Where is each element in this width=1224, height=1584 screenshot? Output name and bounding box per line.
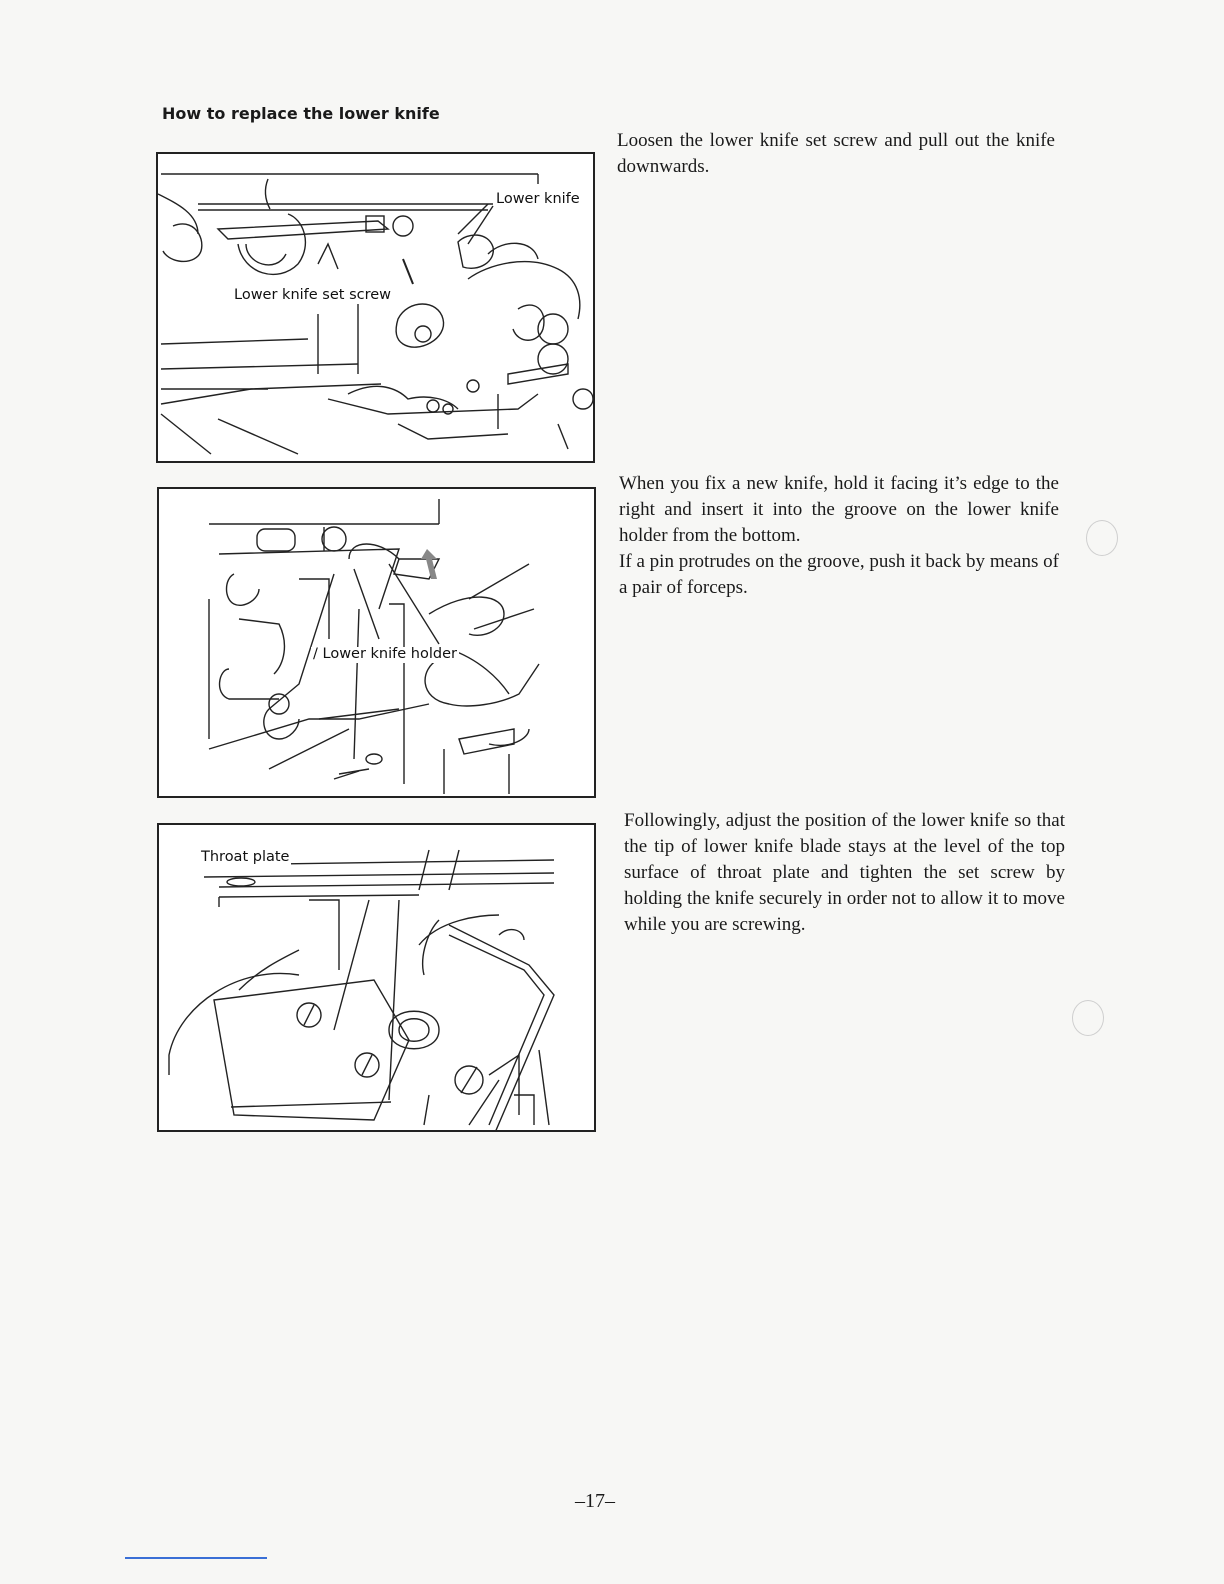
- paragraph-line: Followingly, adjust the position of the lower knife so that the tip of lower knife blade stays at the level of the top surface of throat plate and tighten the set screw by holding the knife securely in order not to allow it to move while you are screwing.: [624, 810, 1065, 935]
- label-throat-plate: Throat plate: [201, 849, 290, 865]
- punch-hole-mark: [1086, 520, 1118, 556]
- paragraph-line: If a pin protrudes on the groove, push it back by means of a pair of forceps.: [619, 551, 1059, 598]
- paragraph-adjust-knife: [624, 808, 1065, 938]
- paragraph-insert-knife: [619, 471, 1059, 601]
- paragraph-line: When you fix a new knife, hold it facing it’s edge to the right and insert it into the groove on the lower knife holder from the bottom.: [619, 473, 1059, 546]
- section-heading: How to replace the lower knife: [162, 104, 440, 123]
- label-lower-knife: Lower knife: [496, 191, 580, 207]
- label-lower-knife-set-screw: Lower knife set screw: [234, 287, 392, 303]
- bottom-rule: [125, 1557, 267, 1559]
- illustration-adjust-knife: [159, 825, 594, 1130]
- figure-adjust-knife: [157, 823, 596, 1132]
- punch-hole-mark: [1072, 1000, 1104, 1036]
- illustration-insert-knife: [159, 489, 594, 796]
- paragraph-line: Loosen the lower knife set screw and pull out the knife downwards.: [617, 130, 1055, 177]
- page-number: –17–: [575, 1490, 615, 1512]
- paragraph-remove-knife: [617, 128, 1055, 180]
- figure-insert-knife: [157, 487, 596, 798]
- figure-remove-knife: [156, 152, 595, 463]
- label-lower-knife-holder: / Lower knife holder: [313, 646, 457, 662]
